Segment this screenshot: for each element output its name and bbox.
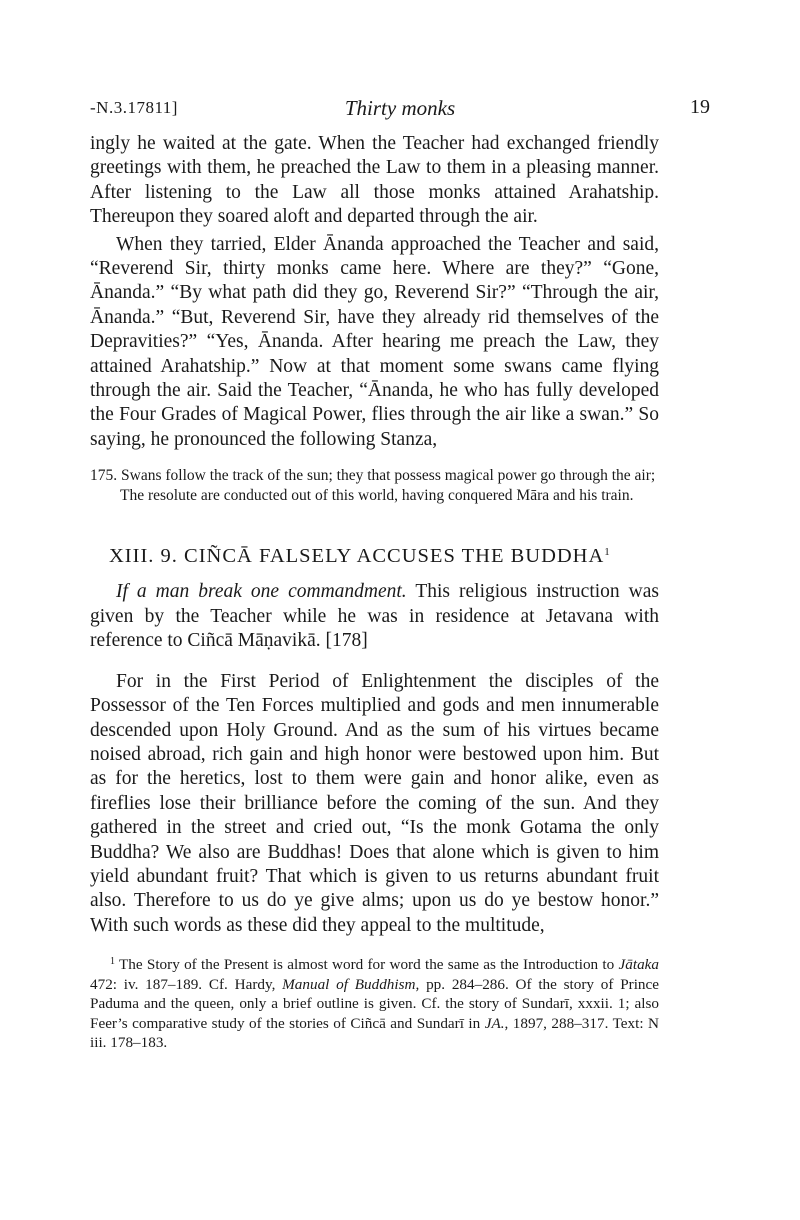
- running-head-title: Thirty monks: [344, 96, 456, 120]
- stanza-line-1: 175. Swans follow the track of the sun; they that possess magical power go through the air;: [90, 467, 656, 485]
- footnote-1: [90, 952, 659, 1053]
- footnote-text-1: The Story of the Present is almost word for word the same as the Introduction to: [115, 956, 619, 974]
- footnote-text-3: pp. 284–286. Of the story of Prince Paduma and the queen, only a brief outline is given. Cf. the story of Sundarī, xxxii. 1; also Feer’s comparative study of the stories of Ciñcā and Sundarī in: [90, 975, 659, 1032]
- footnote-text-4: , 1897, 288–317. Text: N iii. 178–183.: [90, 1014, 659, 1052]
- page-number: 19: [690, 96, 710, 118]
- section-heading: [109, 545, 659, 568]
- paragraph-continued: ingly he waited at the gate. When the Teacher had exchanged friendly greetings with them, he preached the Law to them in a pleasing manner. After listening to the Law all those monks attained Arahatship. Thereupon they soared aloft and departed through the air.: [90, 133, 659, 228]
- footnote-italic-jataka: Jātaka: [618, 956, 659, 974]
- paragraph-first-period: For in the First Period of Enlightenment the disciples of the Possessor of the Ten Forces multiplied and gods and men innumerable descended upon Holy Ground. And as the sum of his virtues became noised abroad, rich gain and high honor were bestowed upon him. But as for the heretics, lost to them were gain and honor alike, even as fireflies lose their brilliance before the coming of the sun. And they gathered in the street and cried out, “Is the monk Gotama the only Buddha? We also are Buddhas! Does that alone which is given to him yield abundant fruit? That which is given to us returns abundant fruit also. Therefore to us do ye give alms; upon us do ye bestow honor.” With such words as these did they appeal to the multitude,: [90, 670, 659, 936]
- paragraph-ananda-dialogue: When they tarried, Elder Ānanda approached the Teacher and said, “Reverend Sir, thirty monks came here. Where are they?” “Gone, Ānanda.” “By what path did they go, Reverend Sir?” “Through the air, Ānanda.” “But, Reverend Sir, have they already rid themselves of the Depravities?” “Yes, Ānanda. After hearing me preach the Law, they attained Arahatship.” Now at that moment some swans came flying through the air. Said the Teacher, “Ānanda, he who has fully developed the Four Grades of Magical Power, flies through the air like a swan.” So saying, he pronounced the following Stanza,: [90, 233, 659, 450]
- section-footnote-ref: 1: [604, 546, 611, 559]
- intro-lead-phrase: If a man break one commandment.: [116, 581, 407, 603]
- paragraph-intro: [90, 580, 659, 653]
- running-head: [90, 96, 710, 122]
- footnote-italic-manual: Manual of Buddhism,: [282, 975, 420, 993]
- stanza-175: [90, 466, 659, 505]
- footnote-italic-ja: JA.: [484, 1014, 505, 1032]
- stanza-line-2: The resolute are conducted out of this world, having conquered Māra and his train.: [120, 486, 634, 504]
- footnote-marker: 1: [110, 956, 115, 968]
- running-head-reference: -N.3.17811]: [90, 98, 178, 117]
- intro-text: This religious instruction was given by the Teacher while he was in residence at Jetavana with reference to Ciñcā Māṇavikā. [178]: [90, 581, 659, 652]
- section-title: XIII. 9. CIÑCĀ FALSELY ACCUSES THE BUDDHA: [109, 545, 605, 568]
- footnote-text-2: 472: iv. 187–189. Cf. Hardy,: [90, 975, 283, 993]
- page-body: [90, 132, 659, 1053]
